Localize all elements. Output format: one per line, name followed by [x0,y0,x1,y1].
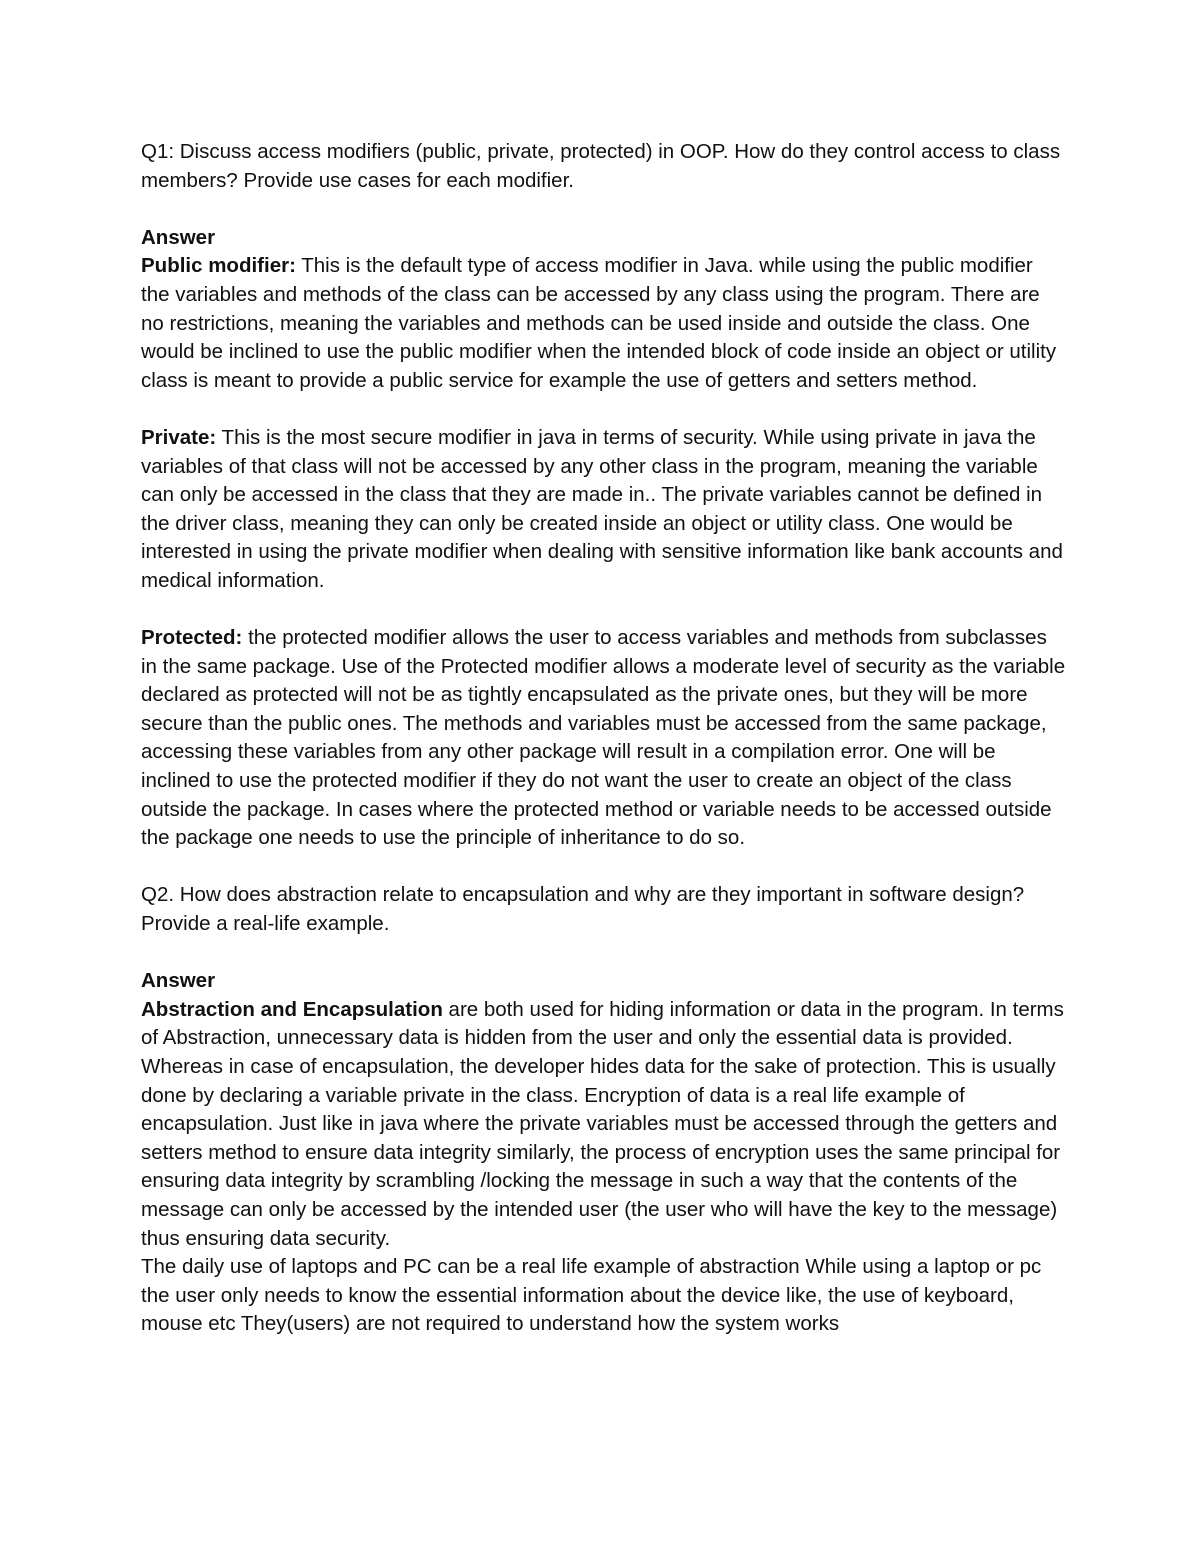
abstraction-encapsulation-text: are both used for hiding information or data in the program. In terms of Abstraction, unnecessary data is hidden from the user and only the essential data is provided. Whereas in case of encapsulation, the developer hides data for the sake of protection. This is usually done by declaring a variable private in the class. Encryption of data is a real life example of encapsulation. Just like in java where the private variables must be accessed through the getters and setters method to ensure data integrity similarly, the process of encryption uses the same principal for ensuring data integrity by scrambling /locking the message in such a way that the contents of the message can only be accessed by the intended user (the user who will have the key to the message) thus ensuring data security. [141,997,1064,1250]
q2-answer-heading: Answer [141,969,216,993]
q1-answer-heading: Answer [141,225,216,249]
q1-question: Q1: Discuss access modifiers (public, private, protected) in OOP. How do they control access to class members? Provide use cases for each modifier. [141,140,1061,192]
document-page [141,138,1066,1339]
public-modifier-paragraph [141,252,1066,395]
protected-modifier-text: the protected modifier allows the user to access variables and methods from subclasses in the same package. Use of the Protected modifier allows a moderate level of security as the variable declared as protected will not be as tightly encapsulated as the private ones, but they will be more secure than the public ones. The methods and variables must be accessed from the same package, accessing these variables from any other package will result in a compilation error. One will be inclined to use the protected modifier if they do not want the user to create an object of the class outside the package. In cases where the protected method or variable needs to be accessed outside the package one needs to use the principle of inheritance to do so. [141,626,1066,850]
abstraction-example-paragraph: The daily use of laptops and PC can be a real life example of abstraction While using a laptop or pc the user only needs to know the essential information about the device like, the use of keyboard, mouse etc They(users) are not required to understand how the system works [141,1255,1042,1336]
abstraction-encapsulation-label: Abstraction and Encapsulation [141,997,443,1021]
protected-modifier-label: Protected: [141,626,243,650]
abstraction-encapsulation-paragraph [141,996,1066,1253]
public-modifier-label: Public modifier: [141,254,296,278]
spacer [141,195,1066,224]
private-modifier-paragraph [141,424,1066,596]
private-modifier-text: This is the most secure modifier in java in terms of security. While using private in java the variables of that class will not be accessed by any other class in the program, meaning the variable can only be accessed in the class that they are made in.. The private variables cannot be defined in the driver class, meaning they can only be created inside an object or utility class. One would be interested in using the private modifier when dealing with sensitive information like bank accounts and medical information. [141,425,1063,592]
protected-modifier-paragraph [141,624,1066,853]
private-modifier-label: Private: [141,425,217,449]
spacer [141,596,1066,625]
spacer [141,395,1066,424]
spacer [141,853,1066,882]
public-modifier-text: This is the default type of access modifier in Java. while using the public modifier the variables and methods of the class can be accessed by any class using the program. There are no restrictions, meaning the variables and methods can be used inside and outside the class. One would be inclined to use the public modifier when the intended block of code inside an object or utility class is meant to provide a public service for example the use of getters and setters method. [141,254,1057,392]
q2-question: Q2. How does abstraction relate to encapsulation and why are they important in software design? Provide a real-life example. [141,883,1025,936]
spacer [141,939,1066,968]
